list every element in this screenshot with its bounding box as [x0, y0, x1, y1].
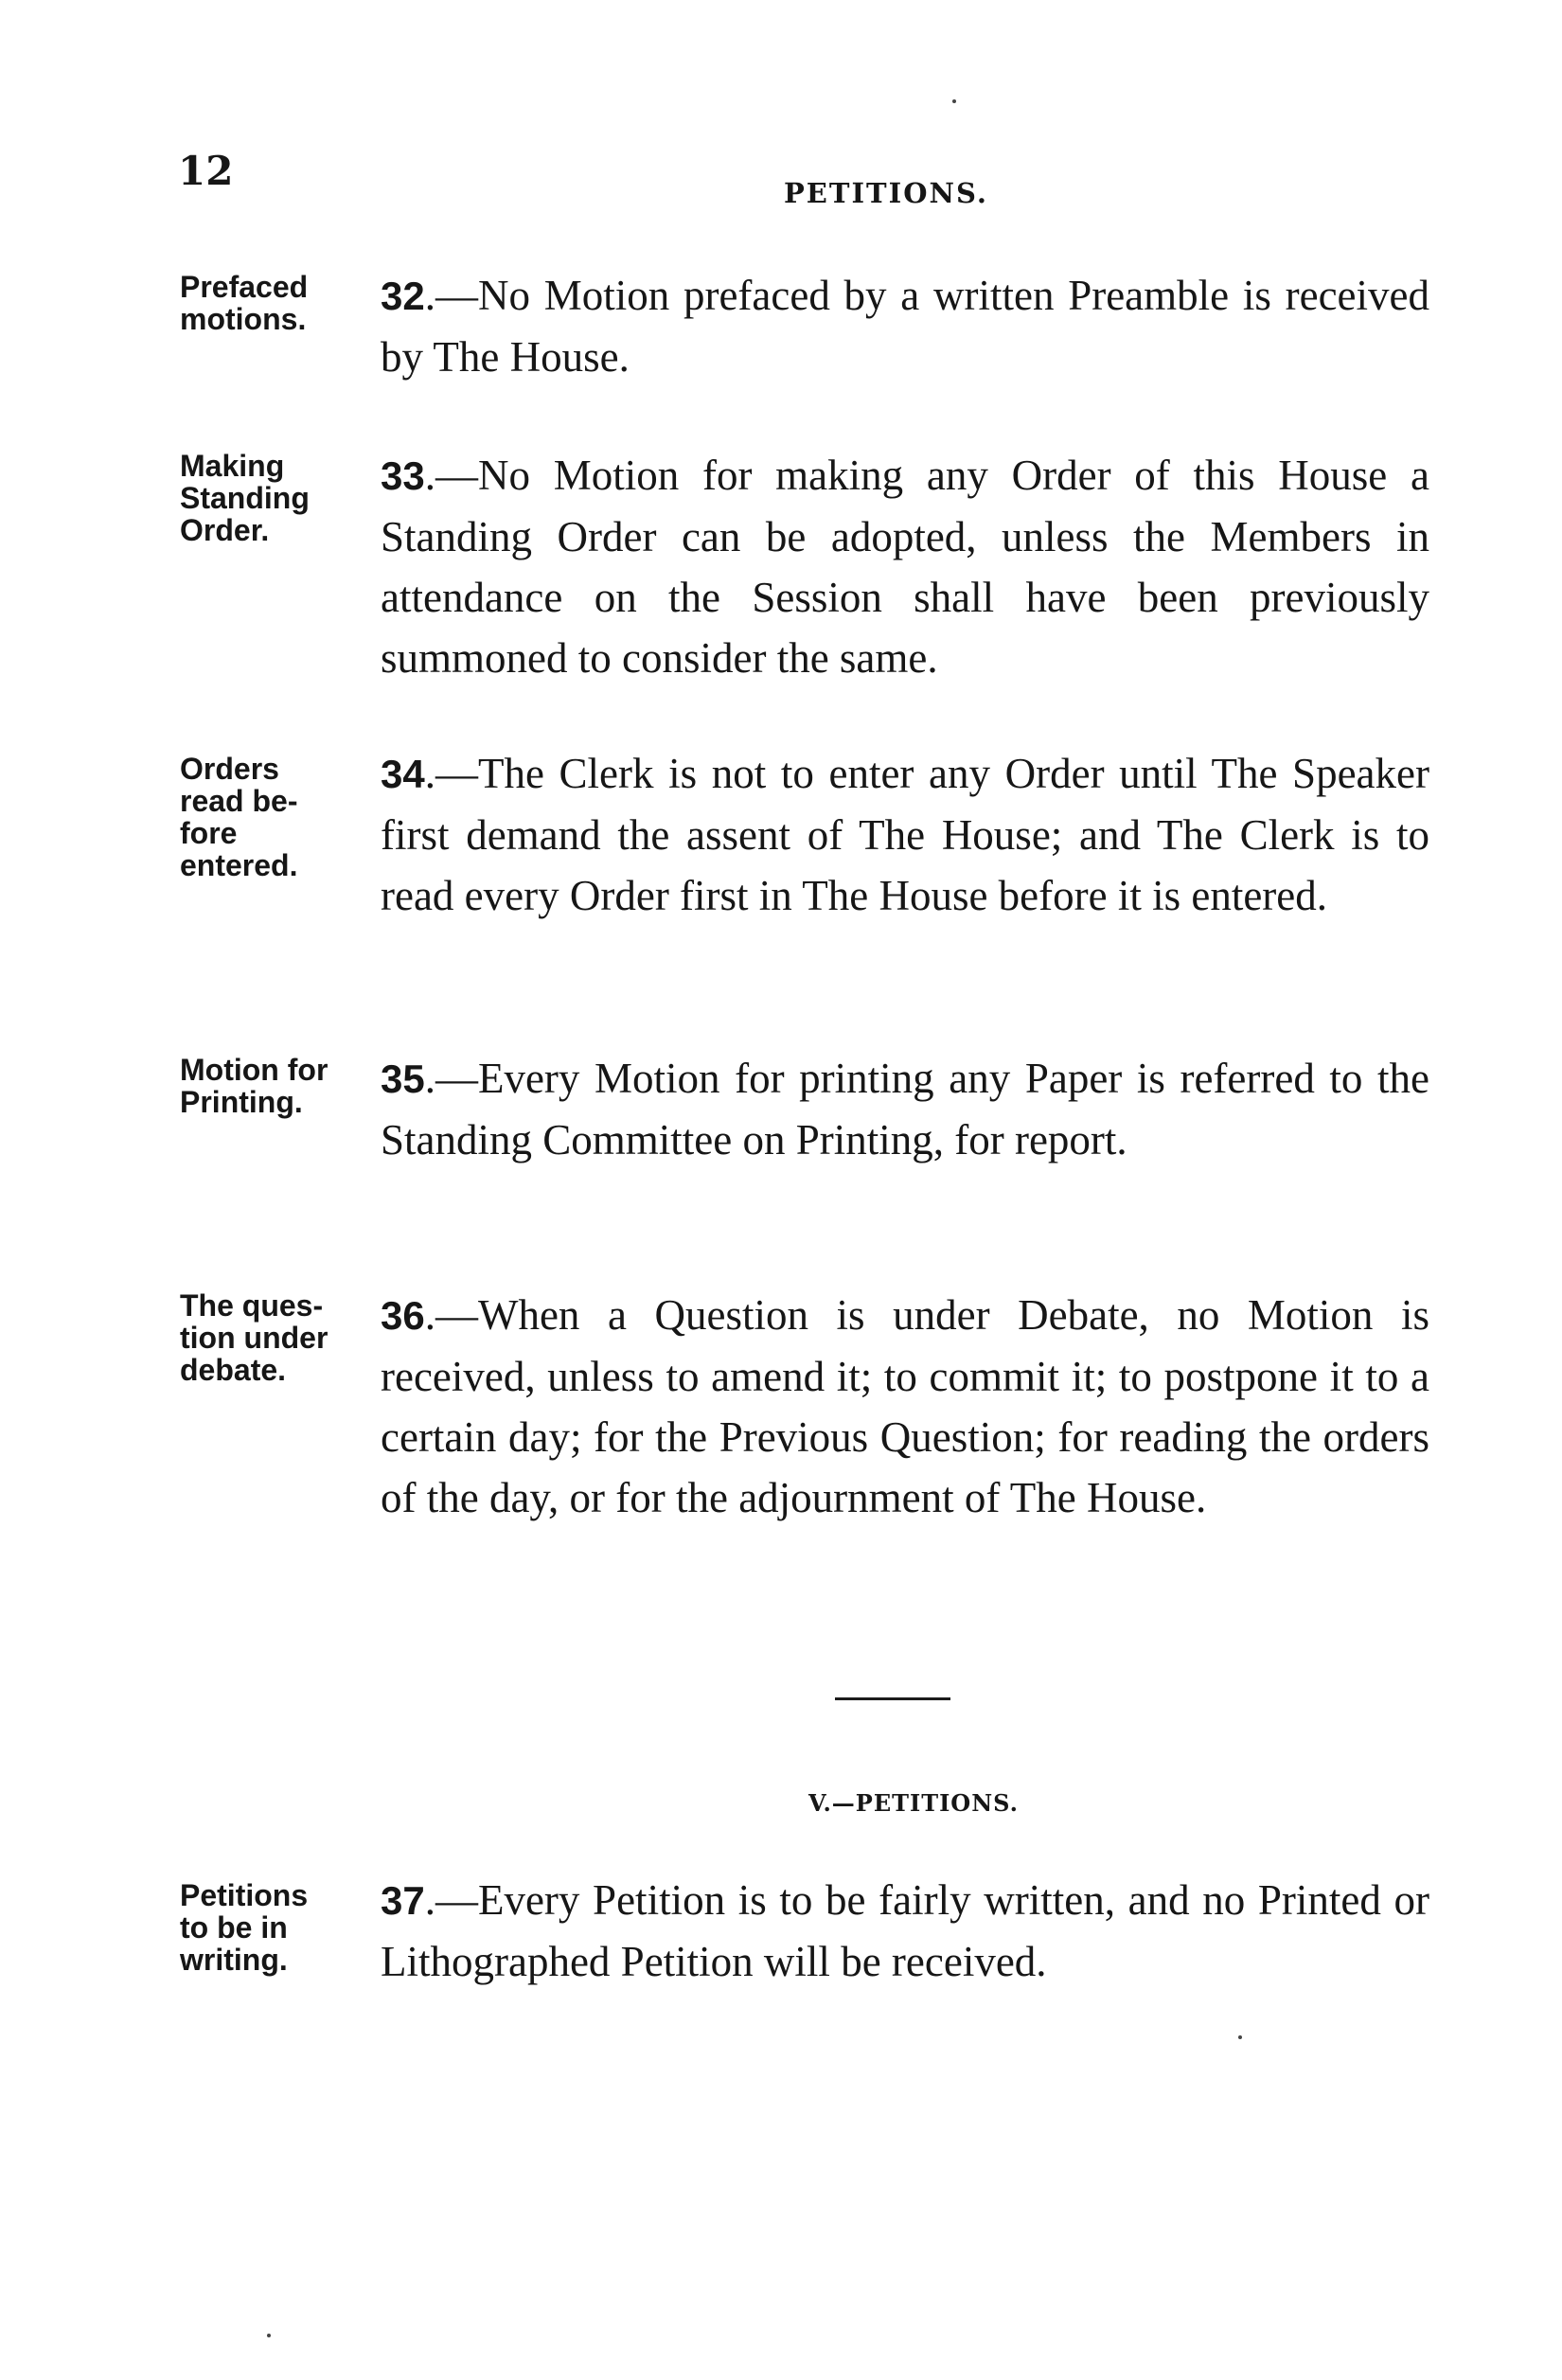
side-note-petitions-in-writing: Petitions to be in writing.	[180, 1878, 309, 1977]
side-note-question-under-debate: The ques- tion under debate.	[180, 1288, 328, 1387]
section-divider	[835, 1697, 950, 1700]
rule-body: .—No Motion for making any Order of this House a Standing Order can be adopted, unless the Members in attendance on the Session shall have been previously summoned to consider the same.	[381, 452, 1429, 682]
print-speck	[1238, 2035, 1242, 2039]
running-head: PETITIONS.	[784, 177, 988, 209]
rule-number: 37	[381, 1878, 425, 1923]
rule-number: 35	[381, 1057, 425, 1101]
rule-35	[381, 1048, 1429, 1170]
side-note-making-standing-order: Making Standing Order.	[180, 449, 310, 547]
rule-34	[381, 743, 1429, 926]
rule-37	[381, 1870, 1429, 1992]
side-note-prefaced-motions: Prefaced motions.	[180, 270, 309, 336]
rule-32	[381, 265, 1429, 387]
rule-body: .—No Motion prefaced by a written Preamble is received by The House.	[381, 272, 1429, 381]
rule-number: 32	[381, 274, 425, 318]
page-number: 12	[178, 148, 234, 194]
rule-33	[381, 445, 1429, 688]
section-heading: V.—PETITIONS.	[808, 1789, 1019, 1817]
rule-number: 36	[381, 1293, 425, 1338]
rule-body: .—When a Question is under Debate, no Motion is received, unless to amend it; to commit it; to postpone it to a certain day; for the Previous Question; for reading the orders of the day, or for the adjournment of The House.	[381, 1291, 1429, 1521]
print-speck	[267, 2334, 271, 2337]
print-speck	[952, 99, 956, 103]
rule-36	[381, 1285, 1429, 1528]
rule-number: 34	[381, 752, 425, 796]
rule-body: .—The Clerk is not to enter any Order until The Speaker first demand the assent of The House; and The Clerk is to read every Order first in The House before it is entered.	[381, 750, 1429, 919]
side-note-motion-for-printing: Motion for Printing.	[180, 1053, 328, 1119]
rule-number: 33	[381, 453, 425, 498]
rule-body: .—Every Motion for printing any Paper is referred to the Standing Committee on Printing, for report.	[381, 1055, 1429, 1163]
rule-body: .—Every Petition is to be fairly written, and no Printed or Lithographed Petition will be received.	[381, 1876, 1429, 1985]
side-note-orders-read-before-entered: Orders read be- fore entered.	[180, 752, 298, 882]
